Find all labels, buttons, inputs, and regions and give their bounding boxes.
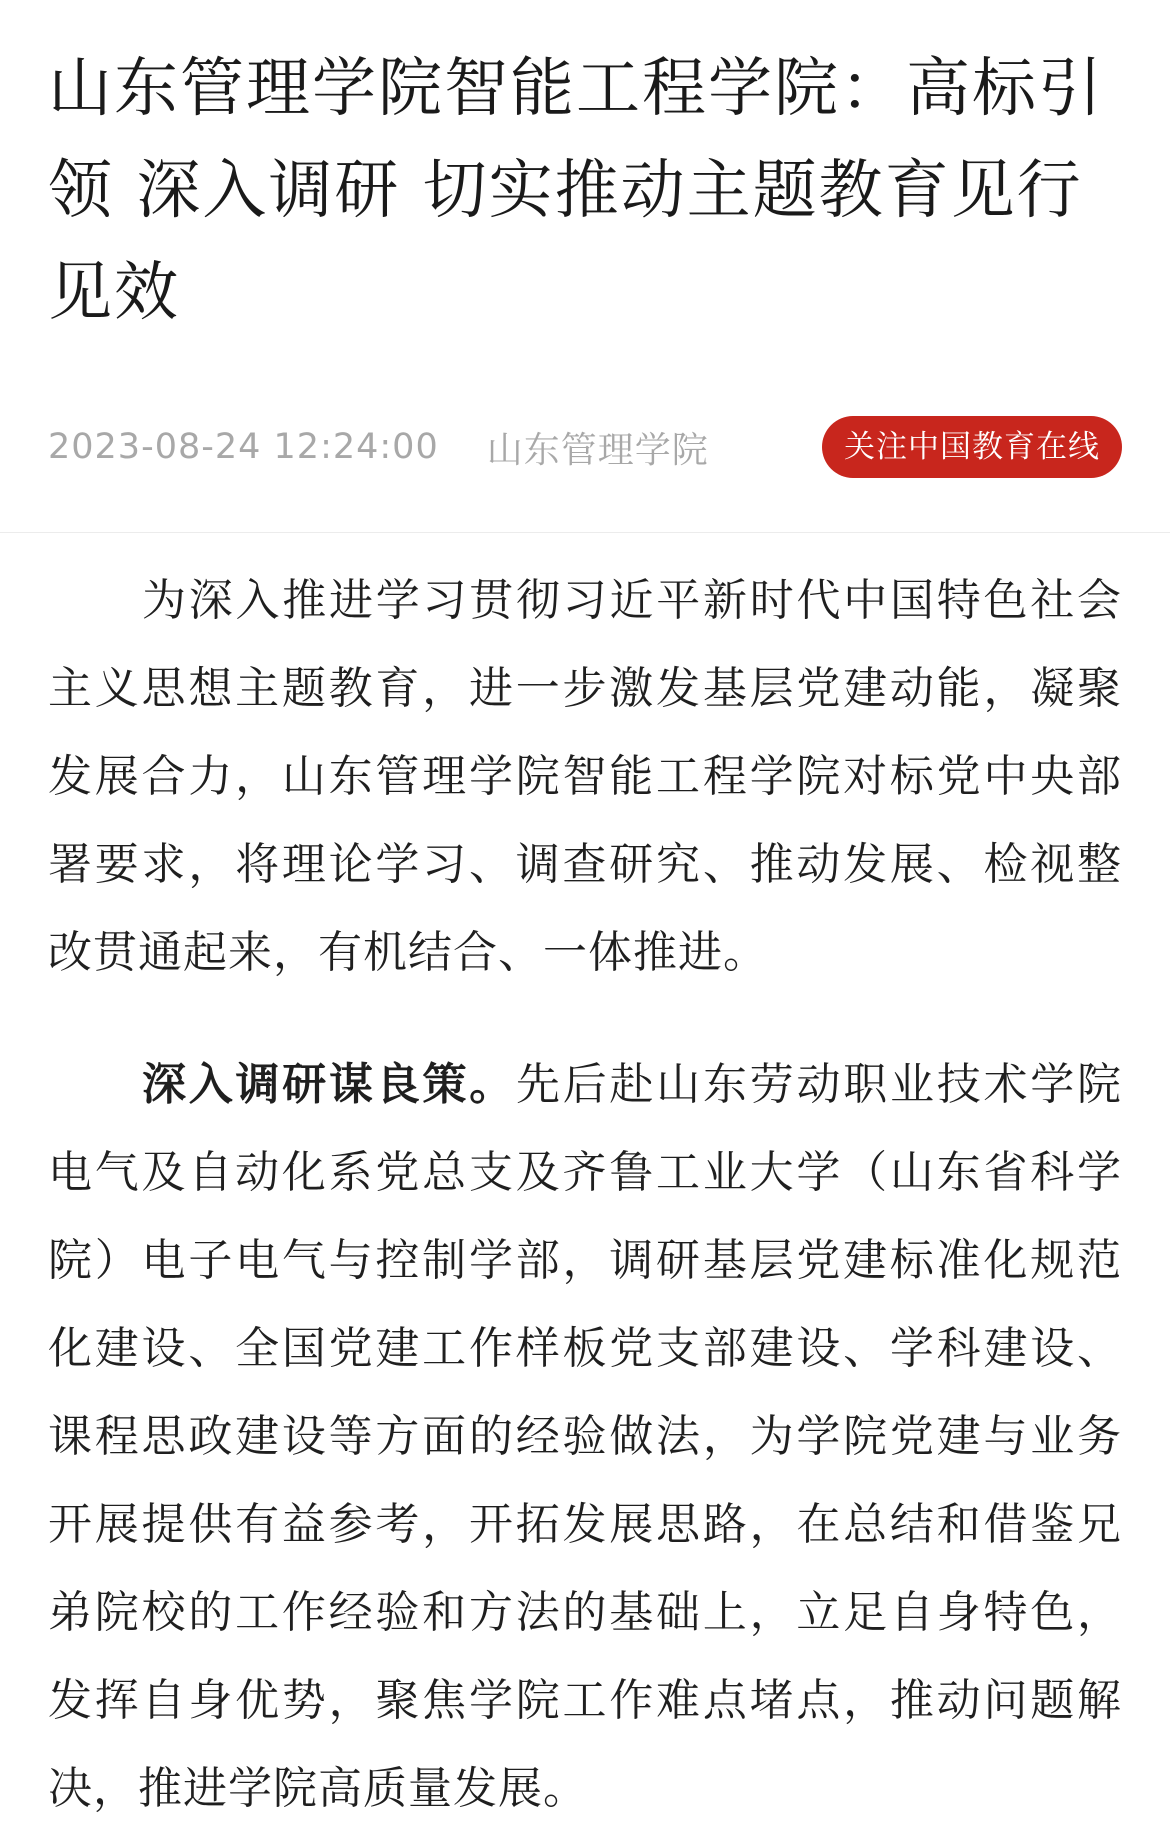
article-source[interactable]: 山东管理学院 [486,429,709,471]
article-meta [48,412,1122,482]
article-body [0,533,1170,1833]
paragraph-lead: 深入调研谋良策。 [142,1059,516,1110]
paragraph [48,1041,1122,1833]
paragraph-text: 先后赴山东劳动职业技术学院电气及自动化系党总支及齐鲁工业大学（山东省科学院）电子电气与控制学部，调研基层党建标准化规范化建设、全国党建工作样板党支部建设、学科建设、课程思政建设等方面的经验做法，为学院党建与业务开展提供有益参考，开拓发展思路，在总结和借鉴兄弟院校的工作经验和方法的基础上，立足自身特色，发挥自身优势，聚焦学院工作难点堵点，推动问题解决，推进学院高质量发展。 [48,1059,1122,1814]
article-title: 山东管理学院智能工程学院：高标引领 深入调研 切实推动主题教育见行见效 [48,52,1104,330]
article-header [0,0,1170,482]
follow-button[interactable]: 关注中国教育在线 [822,416,1122,478]
publish-date: 2023-08-24 12:24:00 [48,427,439,467]
paragraph: 为深入推进学习贯彻习近平新时代中国特色社会主义思想主题教育，进一步激发基层党建动能，凝聚发展合力，山东管理学院智能工程学院对标党中央部署要求，将理论学习、调查研究、推动发展、检视整改贯通起来，有机结合、一体推进。 [48,575,1122,978]
